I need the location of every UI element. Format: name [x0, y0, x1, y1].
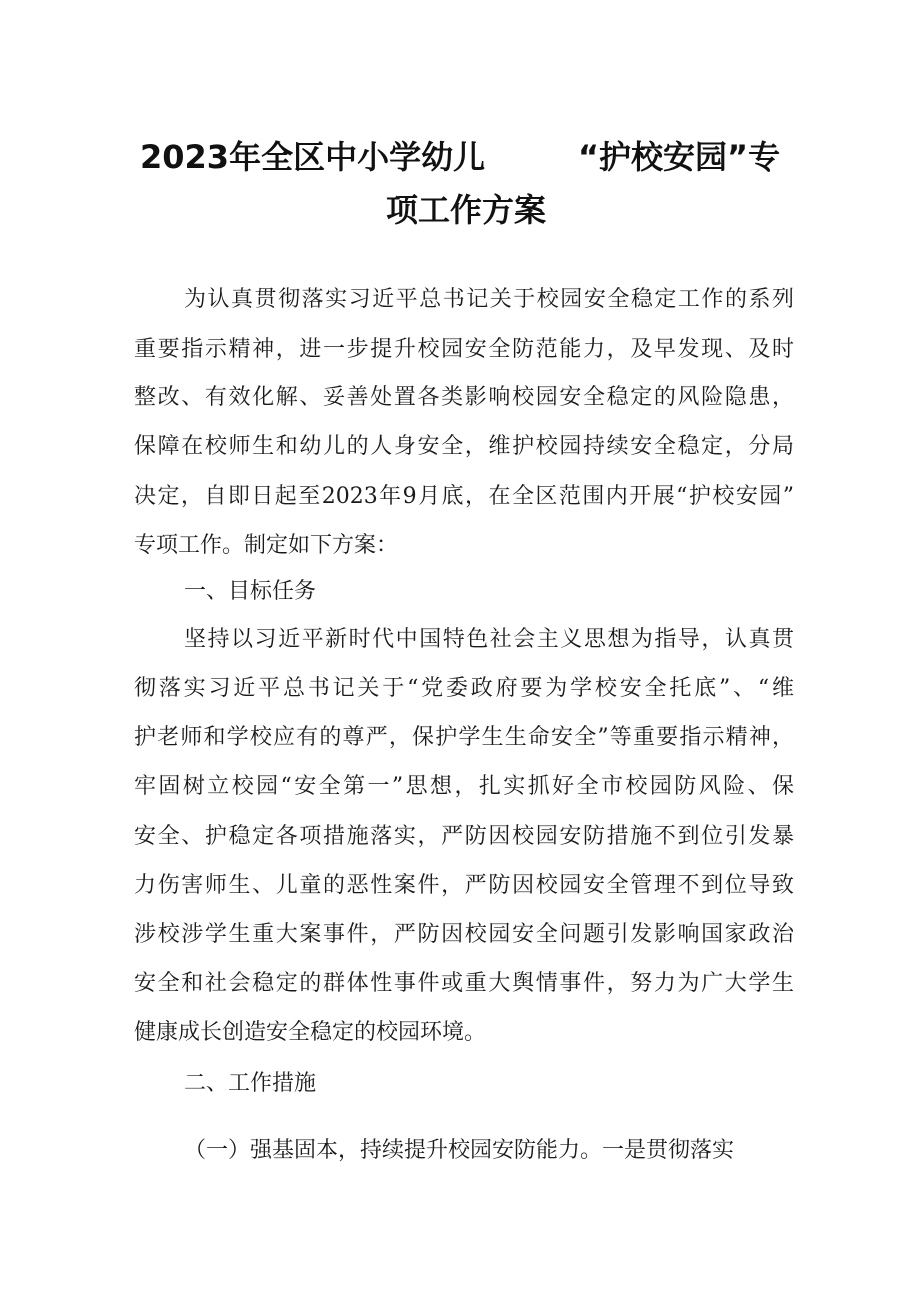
- section1-line: 彻落实习近平总书记关于“党委政府要为学校安全托底”、“维: [134, 676, 794, 701]
- section2-first-line: （一）强基固本，持续提升校园安防能力。一是贯彻落实: [184, 1138, 735, 1163]
- section-heading: 一、目标任务: [184, 579, 317, 604]
- intro-line: 整改、有效化解、妥善处置各类影响校园安全稳定的风险隐患，: [134, 385, 794, 410]
- intro-line: 决定，自即日起至2023年9月底，在全区范围内开展“护校安园”: [134, 484, 794, 509]
- section1-line: 涉校涉学生重大案事件，严防因校园安全问题引发影响国家政治: [134, 922, 794, 947]
- doc-title-line2: 项工作方案: [386, 191, 547, 229]
- section1-line: 安全、护稳定各项措施落实，严防因校园安防措施不到位引发暴: [134, 824, 794, 849]
- intro-line: 为认真贯彻落实习近平总书记关于校园安全稳定工作的系列: [184, 287, 794, 312]
- section-heading-2: 二、工作措施: [184, 1071, 317, 1096]
- doc-title-part2: “护校安园”专: [578, 138, 781, 176]
- intro-line: 专项工作。制定如下方案：: [134, 533, 399, 558]
- doc-title-part1: 2023年全区中小学幼儿: [140, 138, 486, 176]
- intro-line: 保障在校师生和幼儿的人身安全，维护校园持续安全稳定，分局: [134, 434, 794, 459]
- section1-line: 坚持以习近平新时代中国特色社会主义思想为指导，认真贯: [184, 627, 794, 652]
- section1-line: 护老师和学校应有的尊严，保护学生生命安全”等重要指示精神，: [134, 725, 794, 750]
- intro-line: 重要指示精神，进一步提升校园安全防范能力，及早发现、及时: [134, 337, 794, 362]
- section1-line: 牢固树立校园“安全第一”思想，扎实抓好全市校园防风险、保: [134, 774, 794, 799]
- section1-line: 安全和社会稳定的群体性事件或重大舆情事件，努力为广大学生: [134, 971, 794, 996]
- section1-line: 健康成长创造安全稳定的校园环境。: [134, 1020, 487, 1045]
- section1-line: 力伤害师生、儿童的恶性案件，严防因校园安全管理不到位导致: [134, 873, 794, 898]
